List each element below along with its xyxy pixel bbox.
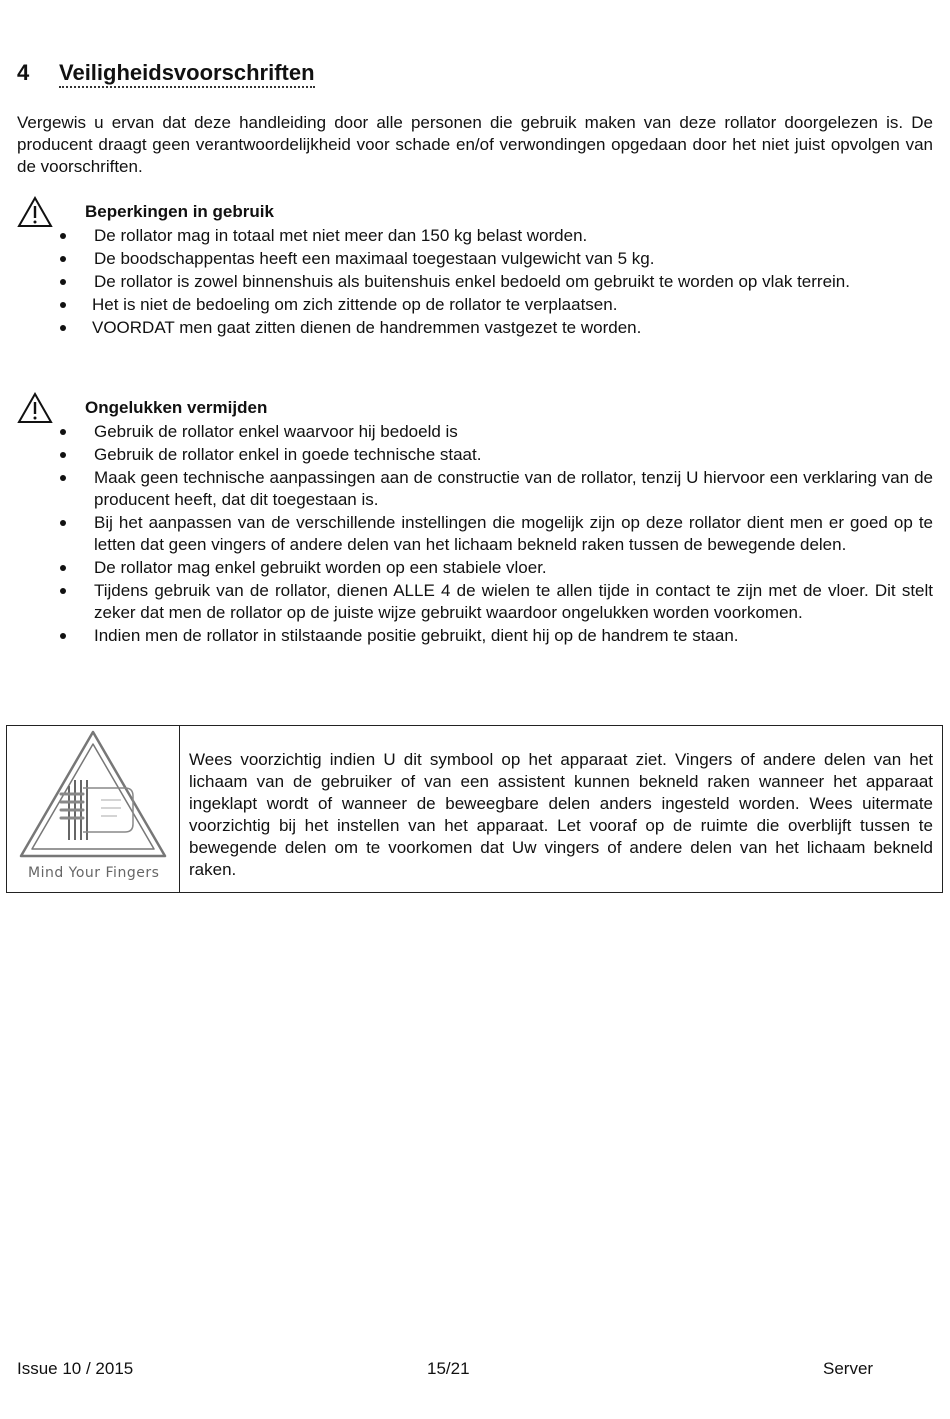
mind-your-fingers-icon (17, 728, 169, 888)
list-item: Het is niet de bedoeling om zich zittende op de rollator te verplaatsen. (17, 294, 933, 316)
accidents-list (17, 421, 933, 648)
restrictions-list (17, 225, 933, 340)
footer-page-number: 15/21 (427, 1359, 470, 1378)
list-item: Maak geen technische aanpassingen aan de constructie van de rollator, tenzij U hiervoor een verklaring van de producent heeft, dat dit toegestaan is. (17, 467, 933, 511)
footer-issue: Issue 10 / 2015 (17, 1359, 134, 1378)
list-item: De rollator is zowel binnenshuis als buitenshuis enkel bedoeld om gebruikt te worden op vlak terrein. (17, 271, 933, 293)
restrictions-title: Beperkingen in gebruik (85, 202, 274, 221)
list-item: Gebruik de rollator enkel in goede technische staat. (17, 444, 933, 466)
fingers-warning-box (6, 725, 943, 893)
section-title: Veiligheidsvoorschriften (59, 60, 315, 88)
list-item: VOORDAT men gaat zitten dienen de handremmen vastgezet te worden. (17, 317, 933, 339)
list-item: Gebruik de rollator enkel waarvoor hij bedoeld is (17, 421, 933, 443)
list-item: De boodschappentas heeft een maximaal toegestaan vulgewicht van 5 kg. (17, 248, 933, 270)
intro-paragraph: Vergewis u ervan dat deze handleiding door alle personen die gebruik maken van deze rollator doorgelezen is. De producent draagt geen verantwoordelijkheid voor schade en/of verwondingen opgedaan door het niet juist opvolgen van de voorschriften. (17, 113, 933, 176)
section-heading (17, 60, 315, 86)
fingers-symbol-caption: Mind Your Fingers (28, 865, 160, 881)
warning-triangle-icon (17, 392, 53, 424)
list-item: Indien men de rollator in stilstaande positie gebruikt, dient hij op de handrem te staan. (17, 625, 933, 647)
list-item: De rollator mag enkel gebruikt worden op een stabiele vloer. (17, 557, 933, 579)
list-item: De rollator mag in totaal met niet meer dan 150 kg belast worden. (17, 225, 933, 247)
footer-model: Server (823, 1359, 874, 1378)
list-item: Tijdens gebruik van de rollator, dienen ALLE 4 de wielen te allen tijde in contact te zijn met de vloer. Dit stelt zeker dat men de rollator op de juiste wijze gebruikt waardoor ongelukken worden voorkomen. (17, 580, 933, 624)
section-number: 4 (17, 60, 30, 85)
accidents-title: Ongelukken vermijden (85, 398, 268, 417)
fingers-symbol-cell (7, 726, 180, 892)
list-item: Bij het aanpassen van de verschillende instellingen die mogelijk zijn op deze rollator dient men er goed op te letten dat geen vingers of andere delen van het lichaam bekneld raken tussen de bewegende delen. (17, 512, 933, 556)
warning-triangle-icon (17, 196, 53, 228)
fingers-warning-text: Wees voorzichtig indien U dit symbool op het apparaat ziet. Vingers of andere delen van het lichaam van de gebruiker of van een assistent kunnen bekneld raken wanneer het apparaat ingeklapt wordt of wanneer de beweegbare delen anders ingesteld worden. Wees uitermate voorzichtig bij het instellen van het apparaat. Let vooraf op de ruimte die overblijft tussen te bewegende delen om te voorkomen dat Uw vingers of andere delen van het lichaam bekneld raken. (189, 750, 933, 879)
